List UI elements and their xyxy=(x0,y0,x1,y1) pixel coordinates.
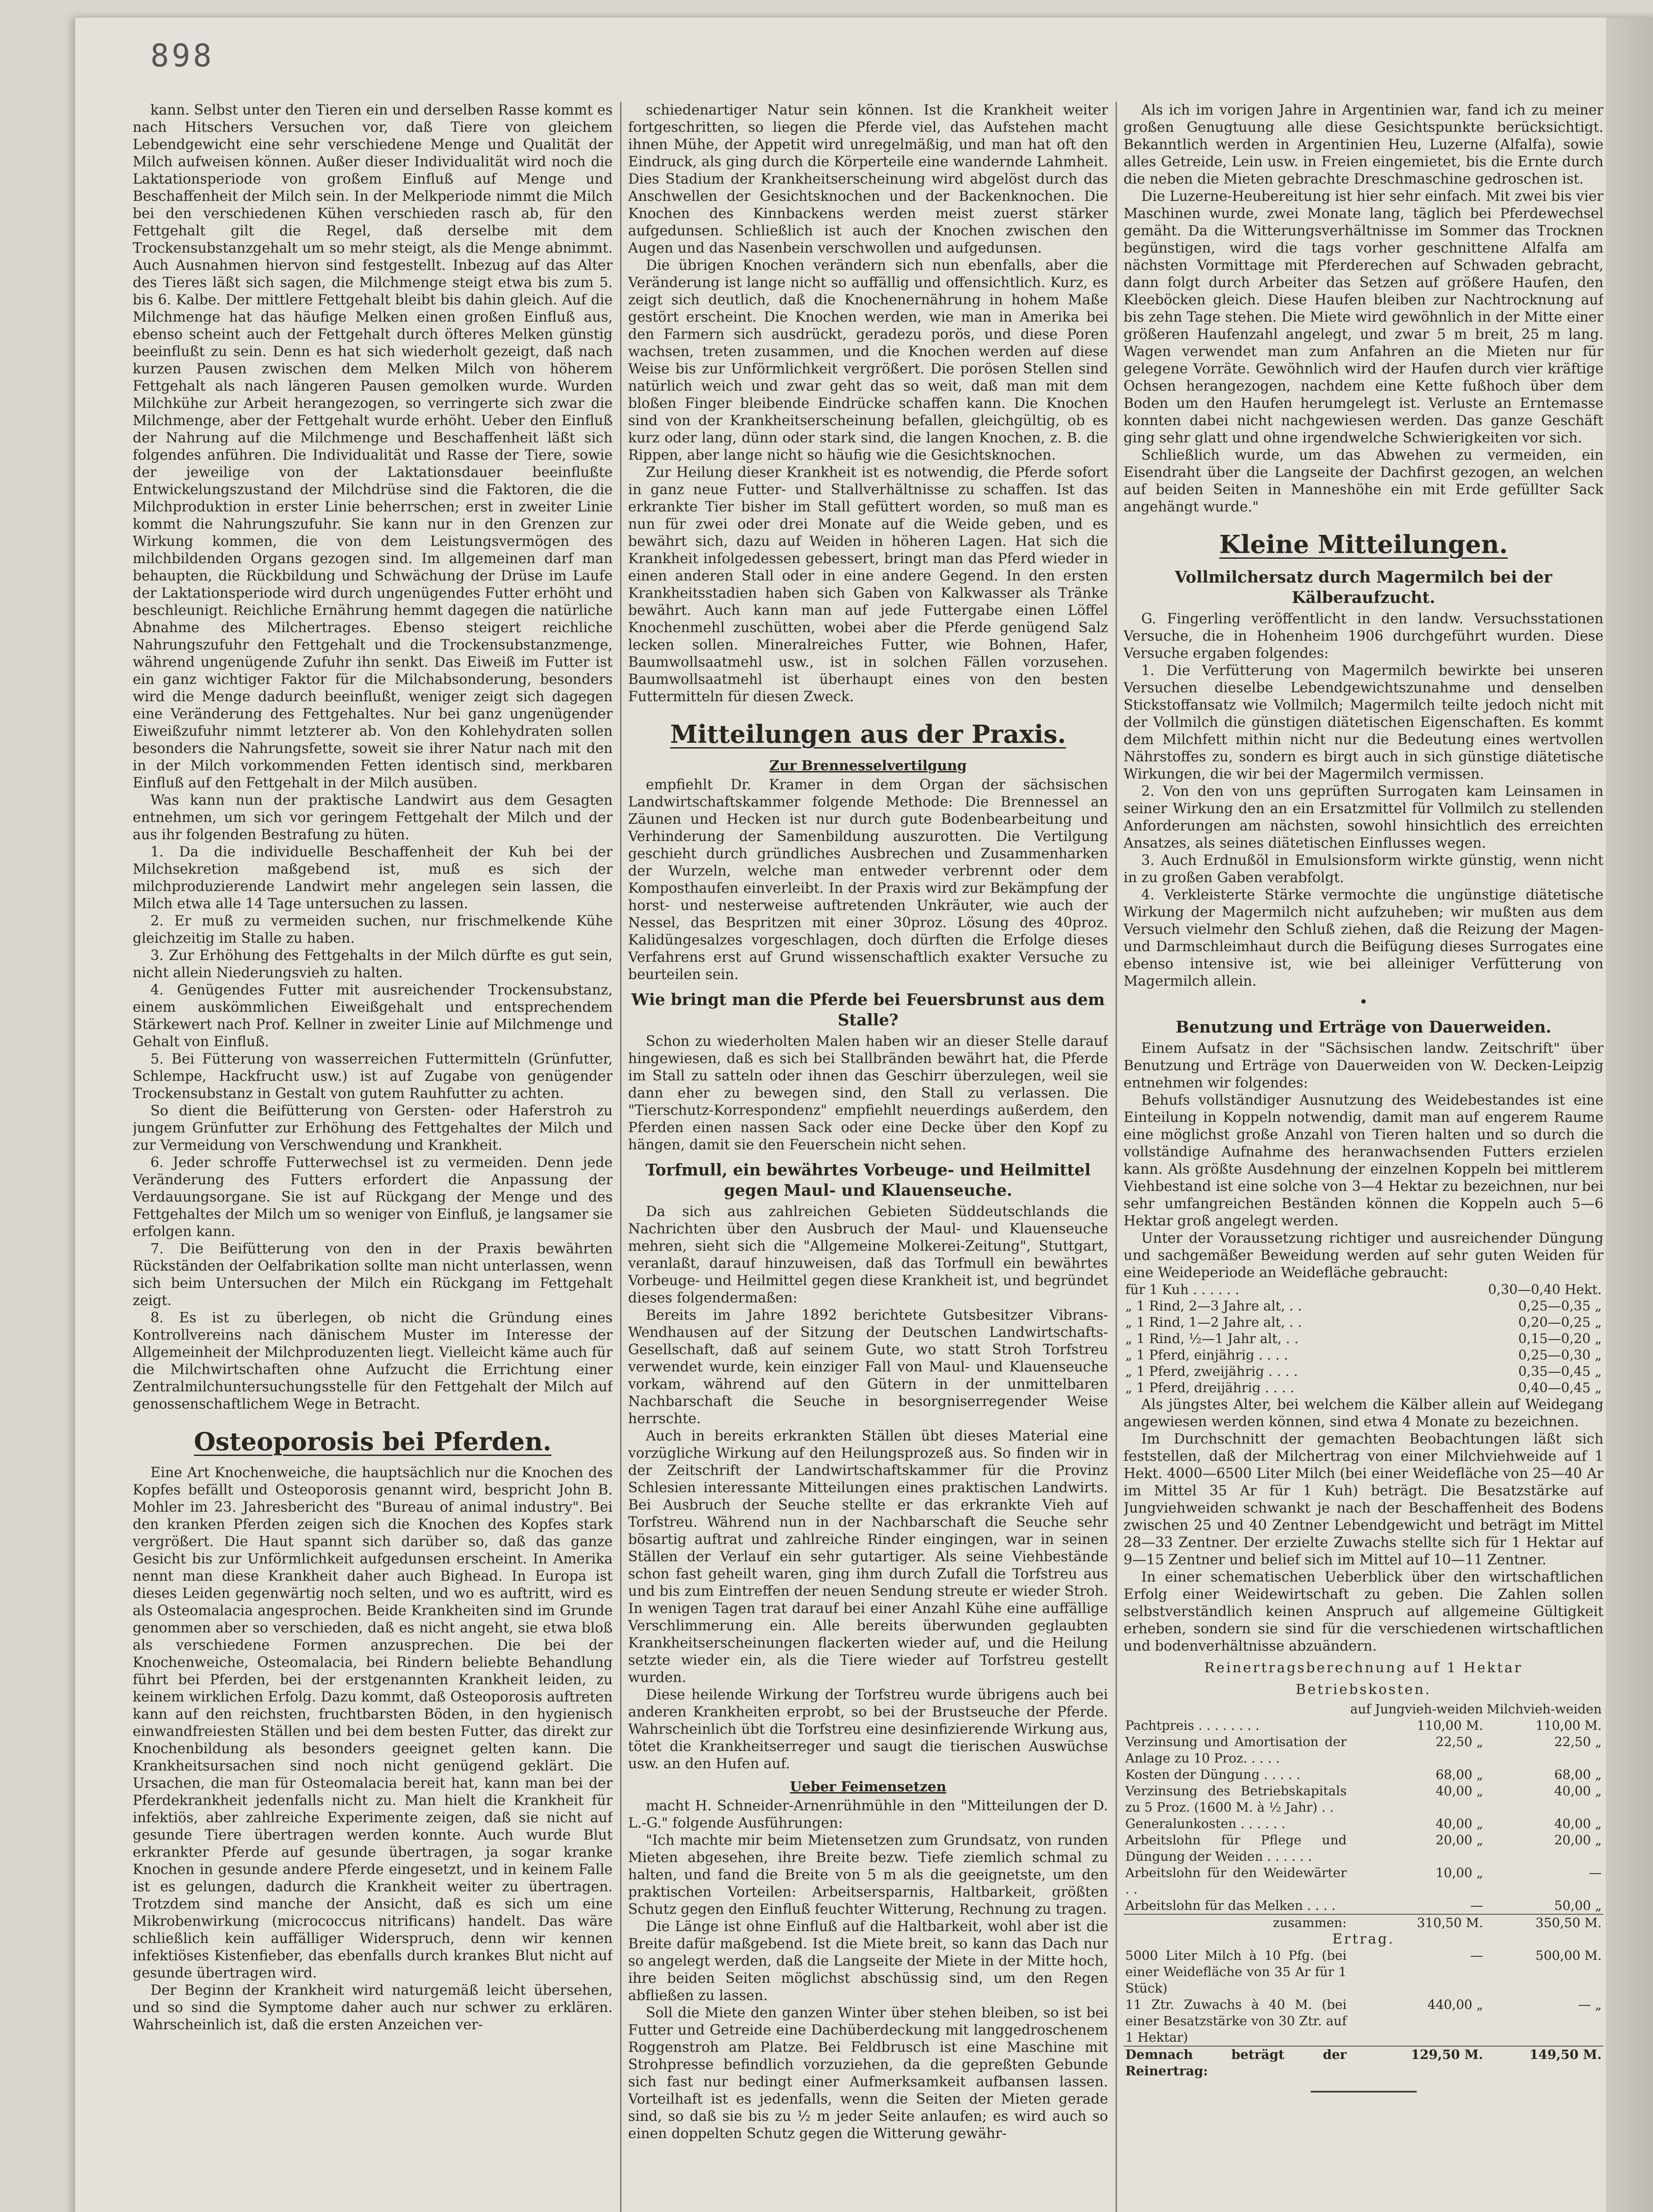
table-row xyxy=(1124,1380,1603,1396)
table-row xyxy=(1124,1783,1603,1816)
row-label: 5000 Liter Milch à 10 Pfg. (bei einer Weidefläche von 35 Ar für 1 Stück) xyxy=(1125,1948,1347,1996)
paragraph: 3. Auch Erdnußöl in Emulsionsform wirkte günstig, wenn nicht in zu großen Gaben verabfolgt. xyxy=(1124,853,1603,886)
row-value: 20,00 „ xyxy=(1435,1832,1483,1847)
paragraph: 1. Da die individuelle Beschaffenheit der Kuh bei der Milchsekretion maßgebend ist, muß es sich der milchproduzierende Landwirt mehr angelegen sein lassen, die Milch etwa alle 14 Tage untersuchen zu lassen. xyxy=(133,844,613,912)
paragraph: G. Fingerling veröffentlicht in den landw. Versuchsstationen Versuche, die in Hohenheim 1906 durchgeführt wurden. Diese Versuche ergaben folgendes: xyxy=(1124,611,1603,661)
row-value: — xyxy=(1470,1898,1483,1913)
row-value: 0,35—0,45 „ xyxy=(1518,1364,1602,1379)
result-value-a: 129,50 M. xyxy=(1348,2046,1484,2079)
paragraph: Der Beginn der Krankheit wird naturgemäß leicht übersehen, und so sind die Symptome daher auch nur schwer zu erklären. Wahrscheinlich ist, daß die ersten Anzeichen ver- xyxy=(133,1982,613,2033)
article-vollmilchersatz xyxy=(1124,611,1603,990)
column-rule xyxy=(620,102,621,2212)
row-value: 440,00 „ xyxy=(1427,1997,1483,2012)
row-label: für 1 Kuh . . . . . . xyxy=(1125,1282,1239,1298)
subheading-torfmull: Torfmull, ein bewährtes Vorbeuge- und Heilmittel gegen Maul- und Klauenseuche. xyxy=(645,1161,1091,1200)
paragraph: Bereits im Jahre 1892 berichtete Gutsbesitzer Vibrans-Wendhausen auf der Sitzung der Deutschen Landwirtschafts-Gesellschaft, daß auf seinem Gute, wo statt Stroh Torfstreu verwendet wurde, kein einziger Fall von Maul- und Klauenseuche vorkam, während auf den Gütern in der unmittelbaren Nachbarschaft die Seuche in besorgniserregender Weise herrschte. xyxy=(628,1307,1108,1427)
table-head-milchvieh: Milchvieh-weiden xyxy=(1486,1701,1602,1717)
row-label: „ 1 Rind, ½—1 Jahr alt, . . xyxy=(1125,1331,1299,1347)
row-label: Arbeitslohn für das Melken . . . . xyxy=(1125,1898,1336,1913)
row-value: 0,30—0,40 Hekt. xyxy=(1488,1282,1602,1298)
row-value: 500,00 M. xyxy=(1535,1948,1602,1963)
paragraph: 3. Zur Erhöhung des Fettgehalts in der Milch dürfte es gut sein, nicht allein Niederungsvieh zu halten. xyxy=(133,948,613,981)
column-rule xyxy=(1116,102,1117,2212)
article-torfmull xyxy=(628,1203,1108,1773)
table-subtitle: Betriebskosten. xyxy=(1296,1682,1431,1697)
table-head-jungvieh: auf Jungvieh-weiden xyxy=(1350,1701,1483,1717)
table-row xyxy=(1124,1865,1603,1897)
paragraph: Behufs vollständiger Ausnutzung des Weidebestandes ist eine Einteilung in Koppeln notwendig, damit man auf engerem Raume eine möglichst große Anzahl von Tieren halten und so durch die vollständige Aufnahme des heranwachsenden Futters erzielen kann. Als größte Ausdehnung der einzelnen Koppeln bei mittlerem Viehbestand ist eine solche von 3—4 Hektar zu bezeichnen, nur bei sehr umfangreichen Beständen können die Koppeln auch 5—6 Hektar groß angelegt werden. xyxy=(1124,1092,1603,1229)
row-value: 20,00 „ xyxy=(1554,1832,1602,1847)
row-label: „ 1 Rind, 2—3 Jahre alt, . . xyxy=(1125,1298,1302,1314)
row-value: 68,00 „ xyxy=(1435,1767,1483,1782)
row-value: 40,00 „ xyxy=(1554,1783,1602,1798)
paragraph: empfiehlt Dr. Kramer in dem Organ der sächsischen Landwirtschaftskammer folgende Methode: Die Brennessel an Zäunen und Hecken ist nur durch gute Bodenbearbeitung und Verhinderung der Samenbildung auszurotten. Die Vertilgung geschieht durch gründliches Ausbrechen und Zusammenharken der Wurzeln, welche man entweder verbrennt oder dem Komposthaufen einverleibt. In der Praxis wird zur Bekämpfung der horst- und nesterweise auftretenden Unkräuter, wie auch der Nessel, das Bespritzen mit einer 30proz. Lösung des 40proz. Kalidüngesalzes vorgeschlagen, doch dürften die Erfolge dieses Verfahrens erst auf Grund wissenschaftlich exakter Versuche zu beurteilen sein. xyxy=(628,777,1108,983)
row-value: 0,15—0,20 „ xyxy=(1518,1331,1602,1347)
article-dauerweiden xyxy=(1124,1040,1603,1282)
table-row xyxy=(1124,1347,1603,1363)
paragraph: Die übrigen Knochen verändern sich nun ebenfalls, aber die Veränderung ist lange nicht so auffällig und offensichtlich. Kurz, es zeigt sich deutlich, daß die Knochenernährung in hohem Maße gestört erscheint. Die Knochen werden, wie man in Amerika bei den Farmern sich ausdrückt, geradezu porös, und diese Poren wachsen, treten zusammen, und die Knochen werden auf diese Weise bis zur Unförmlichkeit vergrößert. Die porösen Stellen sind natürlich weich und zwar geht das so weit, daß man mit dem bloßen Finger bleibende Eindrücke schaffen kann. Die Knochen sind von der Krankheitserscheinung befallen, gleichgültig, ob es kurz oder lang, dünn oder stark sind, die langen Knochen, z. B. die Rippen, aber lange nicht so häufig wie die Gesichtsknochen. xyxy=(628,257,1108,463)
separator-bullet: • xyxy=(1359,993,1368,1011)
paragraph: Auch in bereits erkrankten Ställen übt dieses Material eine vorzügliche Wirkung auf den Heilungsprozeß aus. So finden wir in der Zeitschrift der Landwirtschaftskammer für die Provinz Schlesien interessante Mitteilungen eines praktischen Landwirts. Bei Ausbruch der Seuche stellte er das erkrankte Vieh auf Torfstreu. Während nun in der Nachbarschaft die Seuche sehr bösartig auftrat und zahlreiche Rinder eingingen, war in seinen Ställen der Verlauf ein sehr gutartiger. Als seine Viehbestände schon fast geheilt waren, ging ihm durch Zufall die Torfstreu aus und bis zum Eintreffen der neuen Sendung streute er wieder Stroh. In wenigen Tagen trat darauf bei einer Anzahl Kühe eine auffällige Verschlimmerung ein. Alle bereits überwunden geglaubten Krankheitserscheinungen flackerten wieder auf, und die Heilung setzte wieder ein, als die Tiere wieder auf Torfstreu gestellt wurden. xyxy=(628,1428,1108,1686)
weideflaeche-table xyxy=(1124,1282,1603,1396)
row-value: 110,00 M. xyxy=(1535,1718,1602,1733)
article-osteoporosis-cont xyxy=(628,102,1108,706)
table-row xyxy=(1124,1832,1603,1865)
row-label: „ 1 Pferd, einjährig . . . . xyxy=(1125,1348,1288,1363)
row-value: — xyxy=(1589,1865,1602,1880)
table-row xyxy=(1124,1947,1603,1997)
row-label: Arbeitslohn für Pflege und Düngung der Weiden . . . . . . xyxy=(1125,1832,1347,1864)
row-value: 0,25—0,35 „ xyxy=(1518,1298,1602,1314)
subheading-feuersbrunst: Wie bringt man die Pferde bei Feuersbrunst aus dem Stalle? xyxy=(631,991,1105,1029)
row-label: 11 Ztr. Zuwachs à 40 M. (bei einer Besatzstärke von 30 Ztr. auf 1 Hektar) xyxy=(1125,1997,1347,2045)
table-row xyxy=(1124,1314,1603,1331)
column-3 xyxy=(1124,102,1603,2212)
table-row-ertrag-title xyxy=(1124,1931,1603,1947)
table-row-result xyxy=(1124,2046,1603,2079)
page-number: 898 xyxy=(150,38,215,74)
row-value: 22,50 „ xyxy=(1435,1734,1483,1749)
page-edge xyxy=(1606,18,1653,2212)
paragraph: Zur Heilung dieser Krankheit ist es notwendig, die Pferde sofort in ganz neue Futter- und Stallverhältnisse zu schaffen. Ist das erkrankte Tier bisher im Stall gefüttert worden, so muß man es nun für zwei oder drei Monate auf die Weide geben, und es bewährt sich, dazu auf Weiden in höheren Lagen. Hat sich die Krankheit infolgedessen gebessert, bringt man das Pferd wieder in einen anderen Stall oder in eine andere Gegend. In den ersten Krankheitsstadien haben sich Gaben von Kalkwasser als Tränke bewährt. Auch kann man auf jede Futtergabe einen Löffel Knochenmehl zuschütten, wobei aber die Pferde genügend Salz lecken sollen. Mineralreiches Futter, wie Bohnen, Hafer, Baumwollsaatmehl usw., ist in solchen Fällen vorzusehen. Baumwollsaatmehl ist überhaupt eines von den besten Futtermitteln für diesen Zweck. xyxy=(628,465,1108,705)
heading-osteoporosis: Osteoporosis bei Pferden. xyxy=(194,1427,552,1456)
row-label: Arbeitslohn für den Weidewärter . . xyxy=(1125,1865,1347,1897)
row-label: Verzinsung und Amortisation der Anlage zu 10 Proz. . . . . xyxy=(1125,1734,1347,1766)
paragraph: So dient die Beifütterung von Gersten- oder Haferstroh zu jungem Grünfutter zur Erhöhung des Fettgehaltes der Milch und zur Vermeidung von Verschwendung und Krankheit. xyxy=(133,1103,613,1153)
sum-label: zusammen: xyxy=(1124,1914,1348,1931)
paragraph: In einer schematischen Ueberblick über den wirtschaftlichen Erfolg einer Weidewirtschaft zu geben. Die Zahlen sollen selbstverständlich keinen Anspruch auf allgemeine Gültigkeit erheben, sondern sie sind für die verschiedenen wirtschaftlichen und bodenverhältnisse abzuändern. xyxy=(1124,1569,1603,1654)
column-2 xyxy=(628,102,1108,2212)
row-value: 40,00 „ xyxy=(1435,1816,1483,1831)
paragraph: Eine Art Knochenweiche, die hauptsächlich nur die Knochen des Kopfes befällt und Osteoporosis genannt wird, bespricht John B. Mohler im 23. Jahresbericht des "Bureau of animal industry". Bei den kranken Pferden zeigen sich die Knochen des Kopfes stark vergrößert. Die Haut spannt sich darüber so, daß das ganze Gesicht bis zur Unförmlichkeit aufgedunsen erscheint. In Amerika nennt man diese Krankheit daher auch Bighead. In Europa ist dieses Leiden gegenwärtig noch selten, und wo es auftritt, wird es als Osteomalacia angesprochen. Beide Krankheiten sind im Grunde genommen aber so verschieden, daß es nicht angeht, sie etwa bloß als verschiedene Formen anzusprechen. Die bei der Knochenweiche, Osteomalacia, bei Rindern beliebte Behandlung führt bei Pferden, bei der erstgenannten Krankheit leiden, zu keinem wirklichen Erfolg. Dazu kommt, daß Osteoporosis auftreten kann auf den reichsten, fruchtbarsten Böden, in den hygienisch einwandfreiesten Ställen und bei dem besten Futter, das direkt zur Knochenbildung als besonders geeignet gelten kann. Die Krankheitsursachen sind noch nicht genügend geklärt. Die Ursachen, die man für Osteomalacia bereit hat, kann man bei der Pferdekrankheit jedenfalls nicht zu. Man hielt die Krankheit für infektiös, aber zahlreiche Experimente zeigen, daß sie nicht auf gesunde Tiere übertragen werden konnte. Auch wurde Blut erkrankter Pferde auf gesunde übertragen, ja sogar kranke Knochen in gesunde andere Pferde eingesetzt, und in keinem Falle ist es gelungen, dadurch die Krankheit weiter zu übertragen. Trotzdem sind manche der Ansicht, daß es sich um eine Mikrobenwirkung (micrococcus nitrificans) handelt. Das wäre schließlich kein auffälliger Widerspruch, denn wir kennen infektiöses Kistenfieber, das ebenfalls durch krankes Blut nicht auf gesunde übertragen wird. xyxy=(133,1465,613,1981)
end-rule xyxy=(1311,2091,1417,2093)
article-dauerweiden-cont xyxy=(1124,1396,1603,1655)
table-row xyxy=(1124,1298,1603,1314)
article-feimensetzen-cont xyxy=(1124,102,1603,516)
row-value: 0,25—0,30 „ xyxy=(1518,1348,1602,1363)
row-value: 40,00 „ xyxy=(1435,1783,1483,1798)
row-value: 0,20—0,25 „ xyxy=(1518,1315,1602,1330)
paragraph: Schon zu wiederholten Malen haben wir an dieser Stelle darauf hingewiesen, daß es sich bei Stallbränden bewährt hat, die Pferde im Stall zu satteln oder ihnen das Geschirr überzulegen, weil sie dann eher zu bewegen sind, den Stall zu verlassen. Die "Tierschutz-Korrespondenz" empfiehlt neuerdings außerdem, den Pferden einen nassen Sack oder eine Decke über den Kopf zu hängen, damit sie den Feuerschein nicht sehen. xyxy=(628,1033,1108,1153)
paragraph: Diese heilende Wirkung der Torfstreu wurde übrigens auch bei anderen Krankheiten erprobt, so bei der Brustseuche der Pferde. Wahrscheinlich übt die Torfstreu eine desinfizierende Wirkung aus, tötet die Krankheitserreger und saugt die tierischen Auswüchse usw. an den Hufen auf. xyxy=(628,1687,1108,1772)
paragraph: 1. Die Verfütterung von Magermilch bewirkte bei unseren Versuchen dieselbe Lebendgewichtszunahme und denselben Stickstoffansatz wie Vollmilch; Magermilch teilte jedoch nicht mit der Vollmilch die günstigen diätetischen Eigenschaften. Es kommt dem Milchfett mithin nicht nur die Bedeutung eines wertvollen Nährstoffes zu, sondern es birgt auch in sich günstige diätetische Wirkungen, die wir bei der Magermilch vermissen. xyxy=(1124,663,1603,782)
subheading-feimensetzen: Ueber Feimensetzen xyxy=(790,1779,947,1795)
article-osteoporosis xyxy=(133,1464,613,2034)
table-row xyxy=(1124,1897,1603,1914)
table-row xyxy=(1124,1282,1603,1298)
row-value: 68,00 „ xyxy=(1554,1767,1602,1782)
table-row xyxy=(1124,1997,1603,2046)
article-feimensetzen xyxy=(628,1797,1108,2143)
result-label: Demnach beträgt der Reinertrag: xyxy=(1124,2046,1348,2079)
paragraph: 4. Genügendes Futter mit ausreichender Trockensubstanz, einem auskömmlichen Eiweißgehalt und entsprechendem Stärkewert nach Prof. Kellner in zweiter Linie auf Milchmenge und Gehalt von Einfluß. xyxy=(133,982,613,1050)
paragraph: Als jüngstes Alter, bei welchem die Kälber allein auf Weidegang angewiesen werden können, sind etwa 4 Monate zu bezeichnen. xyxy=(1124,1397,1603,1430)
heading-kleine-mitteilungen: Kleine Mitteilungen. xyxy=(1219,530,1508,559)
row-value: 50,00 „ xyxy=(1554,1898,1602,1913)
row-label: Pachtpreis . . . . . . . . xyxy=(1125,1718,1260,1733)
row-value: 0,40—0,45 „ xyxy=(1518,1380,1602,1396)
paragraph: Im Durchschnitt der gemachten Beobachtungen läßt sich feststellen, daß der Milchertrag von einer Milchviehweide auf 1 Hekt. 4000—6500 Liter Milch (bei einer Weidefläche von 25—40 Ar im Mittel 35 Ar für 1 Kuh) beträgt. Die Besatzstärke auf Jungviehweiden schwankt je nach der Beschaffenheit des Bodens zwischen 25 und 40 Zentner Lebendgewicht und beträgt im Mittel 28—33 Zentner. Der erzielte Zuwachs stellte sich für 1 Hektar auf 9—15 Zentner und belief sich im Mittel auf 10—11 Zentner. xyxy=(1124,1431,1603,1568)
result-value-b: 149,50 M. xyxy=(1485,2046,1603,2079)
ertrag-title: Ertrag. xyxy=(1332,1931,1395,1947)
paragraph: schiedenartiger Natur sein können. Ist die Krankheit weiter fortgeschritten, so liegen die Pferde viel, das Aufstehen macht ihnen Mühe, der Appetit wird unregelmäßig, und man hat oft den Eindruck, als ging durch die Körperteile eine wandernde Lahmheit. Dies Stadium der Krankheitserscheinung wird abgelöst durch das Anschwellen der Gesichtsknochen und der Backenknochen. Die Knochen des Kinnbackens werden meist zuerst stärker aufgedunsen. Schließlich ist auch der Knochen zwischen den Augen und das Nasenbein verschwollen und aufgedunsen. xyxy=(628,102,1108,256)
subheading-vollmilchersatz: Vollmilchersatz durch Magermilch bei der Kälberaufzucht. xyxy=(1174,568,1553,607)
row-value: 22,50 „ xyxy=(1554,1734,1602,1749)
table-row xyxy=(1124,1816,1603,1832)
paragraph: Unter der Voraussetzung richtiger und ausreichender Düngung und sachgemäßer Beweidung werden auf sehr guten Weiden für eine Weideperiode an Weidefläche gebraucht: xyxy=(1124,1230,1603,1281)
table-title: Reinertragsberechnung auf 1 Hektar xyxy=(1204,1660,1523,1676)
paragraph: Einem Aufsatz in der "Sächsischen landw. Zeitschrift" über Benutzung und Erträge von Dauerweiden von W. Decken-Leipzig entnehmen wir folgendes: xyxy=(1124,1041,1603,1091)
row-label: „ 1 Pferd, zweijährig . . . . xyxy=(1125,1364,1298,1379)
row-value: 110,00 M. xyxy=(1417,1718,1483,1733)
paragraph: 7. Die Beifütterung von den in der Praxis bewährten Rückständen der Oelfabrikation sollte man nicht unterlassen, wenn sich beim Untersuchen der Milch ein Rückgang im Fettgehalt zeigt. xyxy=(133,1241,613,1309)
row-label: Generalunkosten . . . . . . xyxy=(1125,1816,1285,1831)
paragraph: Die Länge ist ohne Einfluß auf die Haltbarkeit, wohl aber ist die Breite dafür maßgebend. Ist die Miete breit, so kann das Dach nur so angelegt werden, daß die Langseite der Miete in der Mitte hoch, ihre beiden Seiten möglichst abschüssig sind, um den Regen abfließen zu lassen. xyxy=(628,1919,1108,2004)
heading-mitteilungen-praxis: Mitteilungen aus der Praxis. xyxy=(670,720,1066,749)
paragraph: Die Luzerne-Heubereitung ist hier sehr einfach. Mit zwei bis vier Maschinen wurde, zwei Monate lang, täglich bei Pferdewechsel gemäht. Da die Witterungsverhältnisse im Sommer das Trocknen begünstigen, wird die tags vorher geschnittene Alfalfa am nächsten Vormittage mit Pferderechen auf Schwaden gebracht, dann folgt durch Arbeiter das Setzen auf größere Haufen, den Kleeböcken gleich. Diese Haufen bleiben zur Nachtrocknung auf bis zehn Tage stehen. Die Miete wird gewöhnlich in der Mitte einer größeren Haufenzahl angelegt, und zwar 5 m breit, 25 m lang. Wagen verwendet man zum Anfahren an die Mieten nur für gelegene Vorräte. Gewöhnlich wird der Haufen durch vier kräftige Ochsen herangezogen, nachdem eine Kette fußhoch über dem Boden um den Haufen herumgelegt ist. Verluste an Erntemasse konnten dabei nicht nachgewiesen werden. Das ganze Geschäft ging sehr glatt und ohne irgendwelche Schwierigkeiten vor sich. xyxy=(1124,188,1603,446)
table-row xyxy=(1124,1717,1603,1734)
subheading-brennessel: Zur Brennesselvertilgung xyxy=(769,758,967,774)
paragraph: kann. Selbst unter den Tieren ein und derselben Rasse kommt es nach Hitschers Versuchen vor, daß Tiere von gleichem Lebendgewicht eine sehr verschiedene Menge und Qualität der Milch aufweisen können. Außer dieser Individualität wird noch die Laktationsperiode von großem Einfluß auf Menge und Beschaffenheit der Milch sein. In der Melkperiode nimmt die Milch bei den verschiedenen Kühen verschieden rasch ab, für den Fettgehalt gilt die Regel, daß derselbe mit dem Trockensubstanzgehalt um so mehr steigt, als die Menge abnimmt. Auch Ausnahmen hiervon sind festgestellt. Inbezug auf das Alter des Tieres läßt sich sagen, die Milchmenge steigt etwa bis zum 5. bis 6. Kalbe. Der mittlere Fettgehalt bleibt bis dahin gleich. Auf die Milchmenge hat das häufige Melken einen großen Einfluß aus, ebenso scheint auch der Fettgehalt durch öfteres Melken günstig beeinflußt zu sein. Denn es hat sich wiederholt gezeigt, daß nach kurzen Pausen zwischen dem Melken Milch von höherem Fettgehalt als nach längeren Pausen gemolken wurde. Wurden Milchkühe zur Arbeit herangezogen, so verringerte sich zwar die Milchmenge, aber der Fettgehalt wurde erhöht. Ueber den Einfluß der Nahrung auf die Milchmenge und Beschaffenheit läßt sich folgendes anführen. Die Individualität und Rasse der Tiere, sowie der jeweilige von der Laktationsdauer beeinflußte Entwickelungszustand der Milchdrüse sind die Faktoren, die die Milchproduktion in erster Linie beherrschen; erst in zweiter Linie kommt die Nahrungszufuhr. Sie kann nur in den Grenzen zur Wirkung kommen, die von dem Leistungsvermögen des milchbildenden Organs gezogen sind. Im allgemeinen darf man behaupten, die Rückbildung und Schwächung der Drüse im Laufe der Laktationsperiode wird durch ungenügendes Futter erhöht und beschleunigt. Reichliche Ernährung hemmt dagegen die natürliche Abnahme des Milchertrages. Ebenso steigert reichliche Nahrungszufuhr den Fettgehalt und die Trockensubstanzmenge, während ungenügende Zufuhr ihn senkt. Das Eiweiß im Futter ist ein ganz wichtiger Faktor für die Milchabsonderung, besonders wird die Menge dadurch beeinflußt, weniger zeigt sich dagegen eine Veränderung des Fettgehaltes. Nur bei ganz ungenügender Eiweißzufuhr nimmt letzterer ab. Von den Kohlehydraten sollen besonders die Nahrungsfette, soweit sie ihrer Natur nach mit den in der Milch vorkommenden Fetten identisch sind, merkbaren Einfluß auf den Fettgehalt in der Milch ausüben. xyxy=(133,102,613,791)
paragraph: macht H. Schneider-Arnenrühmühle in den "Mitteilungen der D. L.-G." folgende Ausführungen: xyxy=(628,1798,1108,1831)
paragraph: Was kann nun der praktische Landwirt aus dem Gesagten entnehmen, um sich vor geringem Fettgehalt der Milch und der aus ihr folgenden Bestrafung zu hüten. xyxy=(133,792,613,843)
paragraph: Als ich im vorigen Jahre in Argentinien war, fand ich zu meiner großen Genugtuung alle diese Gesichtspunkte berücksichtigt. Bekanntlich werden in Argentinien Heu, Luzerne (Alfalfa), sowie alles Getreide, Lein usw. in Freien eingemietet, bis die Ernte durch die neben die Mieten gebrachte Dreschmaschine gedroschen ist. xyxy=(1124,102,1603,187)
subheading-dauerweiden: Benutzung und Erträge von Dauerweiden. xyxy=(1175,1018,1552,1037)
paragraph: 6. Jeder schroffe Futterwechsel ist zu vermeiden. Denn jede Veränderung des Futters erfordert die Anpassung der Verdauungsorgane. Sie ist auf Rückgang der Menge und des Fettgehaltes der Milch um so weniger von Einfluß, je langsamer sie erfolgen kann. xyxy=(133,1155,613,1240)
table-row xyxy=(1124,1734,1603,1767)
row-value: 40,00 „ xyxy=(1554,1816,1602,1831)
row-label: „ 1 Pferd, dreijährig . . . . xyxy=(1125,1380,1295,1396)
table-row xyxy=(1124,1767,1603,1783)
paragraph: 2. Von den von uns geprüften Surrogaten kam Leinsamen in seiner Wirkung den an ein Ersatzmittel für Vollmilch zu stellenden Anforderungen am nächsten, sowohl hinsichtlich des erreichten Ansatzes, als seines diätetischen Einflusses wegen. xyxy=(1124,783,1603,851)
reinertrag-table xyxy=(1124,1701,1603,2079)
paragraph: Schließlich wurde, um das Abwehen zu vermeiden, ein Eisendraht über die Langseite der Dachfirst gezogen, an welchen auf beiden Seiten in Manneshöhe ein mit Erde gefüllter Sack angehängt wurde." xyxy=(1124,447,1603,515)
paragraph: Soll die Miete den ganzen Winter über stehen bleiben, so ist bei Futter und Getreide eine Dachüberdeckung mit langgedroschenem Roggenstroh am Platze. Bei Feldbrusch ist eine Maschine mit Strohpresse befindlich vorzuziehen, da die gepreßten Gebunde sich fast nur bedingt einer Aufmerksamkeit aufbansen lassen. Vorteilhaft ist es jedenfalls, wenn die Seiten der Mieten gerade sind, so daß sie bis zu ½ m jeder Seite anlaufen; es wird auch so einen doppelten Schutz gegen die Witterung gewähr- xyxy=(628,2005,1108,2142)
column-1 xyxy=(133,102,613,2212)
paragraph: 8. Es ist zu überlegen, ob nicht die Gründung eines Kontrollvereins nach dänischem Muster im Interesse der Allgemeinheit der Milchproduzenten liegt. Vielleicht käme auch für die Milchwirtschaften ohne Aufzucht die Errichtung einer Zentralmilchuntersuchungsstelle für den Fettgehalt der Milch auf genossenschaftlichem Wege in Betracht. xyxy=(133,1310,613,1412)
row-value: — xyxy=(1470,1948,1483,1963)
row-value: — „ xyxy=(1578,1997,1602,2012)
row-label: Kosten der Düngung . . . . . xyxy=(1125,1767,1301,1782)
row-label: „ 1 Rind, 1—2 Jahre alt, . . xyxy=(1125,1315,1302,1330)
row-label: Verzinsung des Betriebskapitals zu 5 Proz. (1600 M. à ½ Jahr) . . xyxy=(1125,1783,1347,1815)
sum-value-b: 350,50 M. xyxy=(1485,1914,1603,1931)
article-milk-fat xyxy=(133,102,613,1413)
table-row xyxy=(1124,1363,1603,1380)
table-row-sum xyxy=(1124,1914,1603,1931)
paragraph: 2. Er muß zu vermeiden suchen, nur frischmelkende Kühe gleichzeitig im Stalle zu haben. xyxy=(133,913,613,946)
paragraph: 4. Verkleisterte Stärke vermochte die ungünstige diätetische Wirkung der Magermilch nicht aufzuheben; wir mußten aus dem Versuch vielmehr den Schluß ziehen, daß die Reizung der Magen- und Darmschleimhaut durch die Beifügung dieses Surrogates eine ebenso intensive ist, wie bei alleiniger Verfütterung von Magermilch allein. xyxy=(1124,887,1603,989)
paragraph: 5. Bei Fütterung von wasserreichen Futtermitteln (Grünfutter, Schlempe, Hackfrucht usw.) ist auf Zugabe von genügender Trockensubstanz in Gestalt von gutem Rauhfutter zu achten. xyxy=(133,1051,613,1102)
row-value: 10,00 „ xyxy=(1435,1865,1483,1880)
sum-value-a: 310,50 M. xyxy=(1348,1914,1484,1931)
table-row xyxy=(1124,1331,1603,1347)
paragraph: "Ich machte mir beim Mietensetzen zum Grundsatz, von runden Mieten abgesehen, ihre Breite bezw. Tiefe ziemlich schmal zu halten, und fand die Breite von 5 m als die geeignetste, um den praktischen Vorteilen: Arbeitsersparnis, Haltbarkeit, größten Schutz gegen den Einfluß feuchter Witterung, Rechnung zu tragen. xyxy=(628,1832,1108,1917)
paragraph: Da sich aus zahlreichen Gebieten Süddeutschlands die Nachrichten über den Ausbruch der Maul- und Klauenseuche mehren, sieht sich die "Allgemeine Molkerei-Zeitung", Stuttgart, veranlaßt, darauf hinzuweisen, daß das Torfmull ein bewährtes Vorbeuge- und Heilmittel gegen diese Krankheit ist, und begründet dieses folgendermaßen: xyxy=(628,1204,1108,1306)
